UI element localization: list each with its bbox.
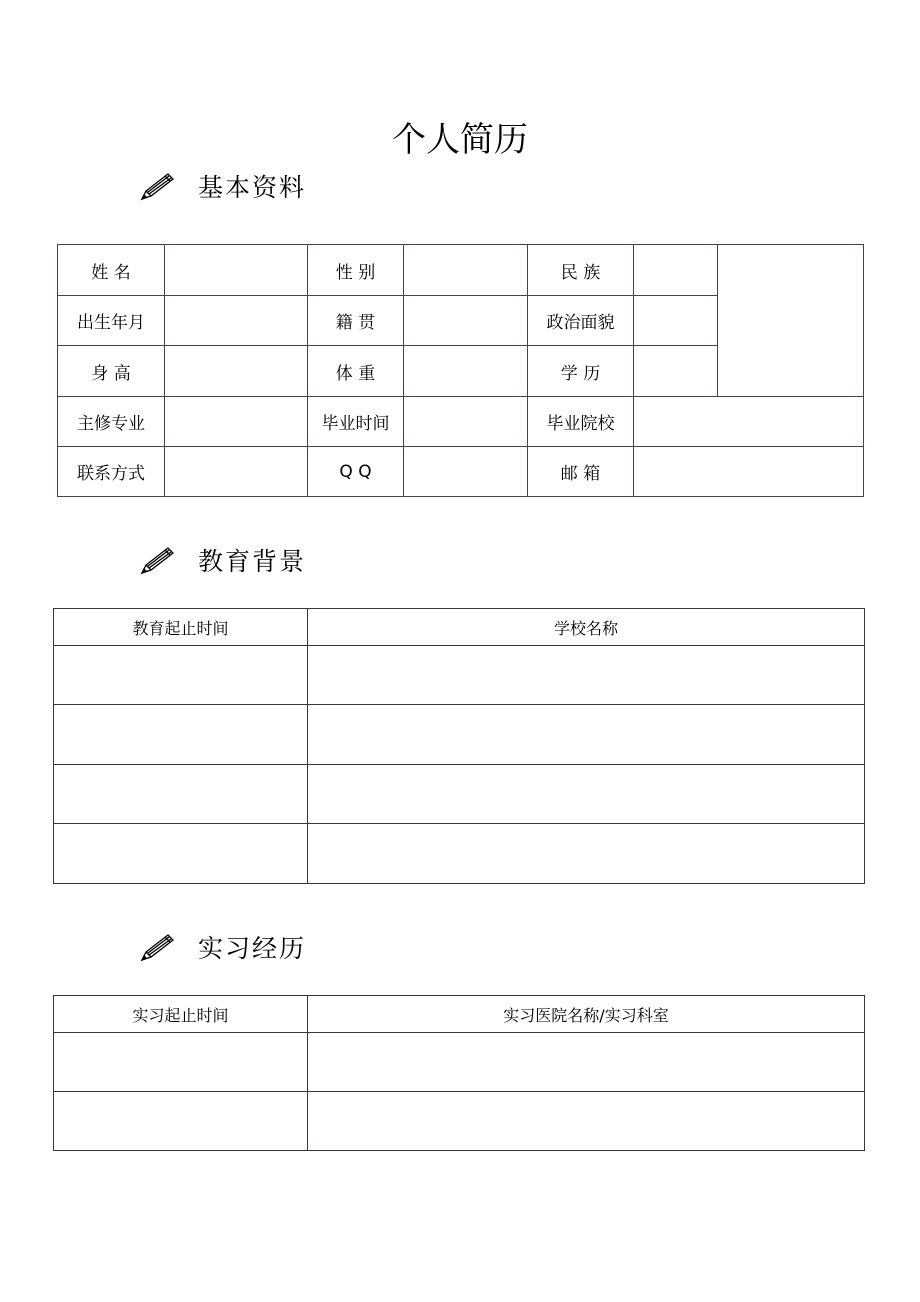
pencil-icon: [140, 170, 176, 202]
table-row: [54, 1033, 865, 1092]
section-heading-internship: [140, 927, 306, 967]
cell-school[interactable]: [308, 824, 865, 884]
field-major[interactable]: [165, 397, 308, 447]
label-birth: 出生年月: [58, 296, 165, 346]
cell-school[interactable]: [308, 705, 865, 765]
field-ethnicity[interactable]: [634, 245, 718, 296]
label-height: 身 高: [58, 346, 165, 397]
internship-table: [53, 995, 865, 1151]
label-major: 主修专业: [58, 397, 165, 447]
cell-hospital[interactable]: [308, 1033, 865, 1092]
field-school[interactable]: [634, 397, 864, 447]
field-email[interactable]: [634, 447, 864, 497]
field-degree[interactable]: [634, 346, 718, 397]
label-weight: 体 重: [308, 346, 404, 397]
label-grad-time: 毕业时间: [308, 397, 404, 447]
section-title: 教育背景: [198, 547, 307, 576]
cell-period[interactable]: [54, 765, 308, 824]
basic-info-table: [57, 244, 864, 497]
education-table: [53, 608, 865, 884]
label-contact: 联系方式: [58, 447, 165, 497]
table-row: [54, 824, 865, 884]
table-row: [54, 646, 865, 705]
label-name: 姓 名: [58, 245, 165, 296]
field-name[interactable]: [165, 245, 308, 296]
cell-hospital[interactable]: [308, 1092, 865, 1151]
cell-period[interactable]: [54, 824, 308, 884]
field-grad-time[interactable]: [404, 397, 528, 447]
pencil-icon: [140, 931, 176, 963]
cell-period[interactable]: [54, 1033, 308, 1092]
label-qq: Q Q: [308, 447, 404, 497]
label-political: 政治面貌: [528, 296, 634, 346]
table-row: [54, 765, 865, 824]
table-row: [54, 1092, 865, 1151]
section-title: 实习经历: [198, 934, 307, 963]
header-school-name: 学校名称: [308, 609, 865, 646]
header-intern-period: 实习起止时间: [54, 996, 308, 1033]
header-edu-period: 教育起止时间: [54, 609, 308, 646]
section-heading-education: [140, 540, 306, 580]
field-hometown[interactable]: [404, 296, 528, 346]
cell-period[interactable]: [54, 705, 308, 765]
label-school: 毕业院校: [528, 397, 634, 447]
field-height[interactable]: [165, 346, 308, 397]
field-contact[interactable]: [165, 447, 308, 497]
label-ethnicity: 民 族: [528, 245, 634, 296]
cell-period[interactable]: [54, 646, 308, 705]
table-row: [54, 705, 865, 765]
header-hospital-dept: 实习医院名称/实习科室: [308, 996, 865, 1033]
field-weight[interactable]: [404, 346, 528, 397]
section-title: 基本资料: [198, 173, 307, 202]
label-hometown: 籍 贯: [308, 296, 404, 346]
cell-school[interactable]: [308, 646, 865, 705]
field-gender[interactable]: [404, 245, 528, 296]
cell-period[interactable]: [54, 1092, 308, 1151]
photo-cell[interactable]: [718, 245, 864, 397]
label-degree: 学 历: [528, 346, 634, 397]
field-birth[interactable]: [165, 296, 308, 346]
field-political[interactable]: [634, 296, 718, 346]
label-gender: 性 别: [308, 245, 404, 296]
section-heading-basic: [140, 166, 306, 206]
page-title: 个人简历: [392, 120, 528, 160]
pencil-icon: [140, 544, 176, 576]
field-qq[interactable]: [404, 447, 528, 497]
label-email: 邮 箱: [528, 447, 634, 497]
cell-school[interactable]: [308, 765, 865, 824]
